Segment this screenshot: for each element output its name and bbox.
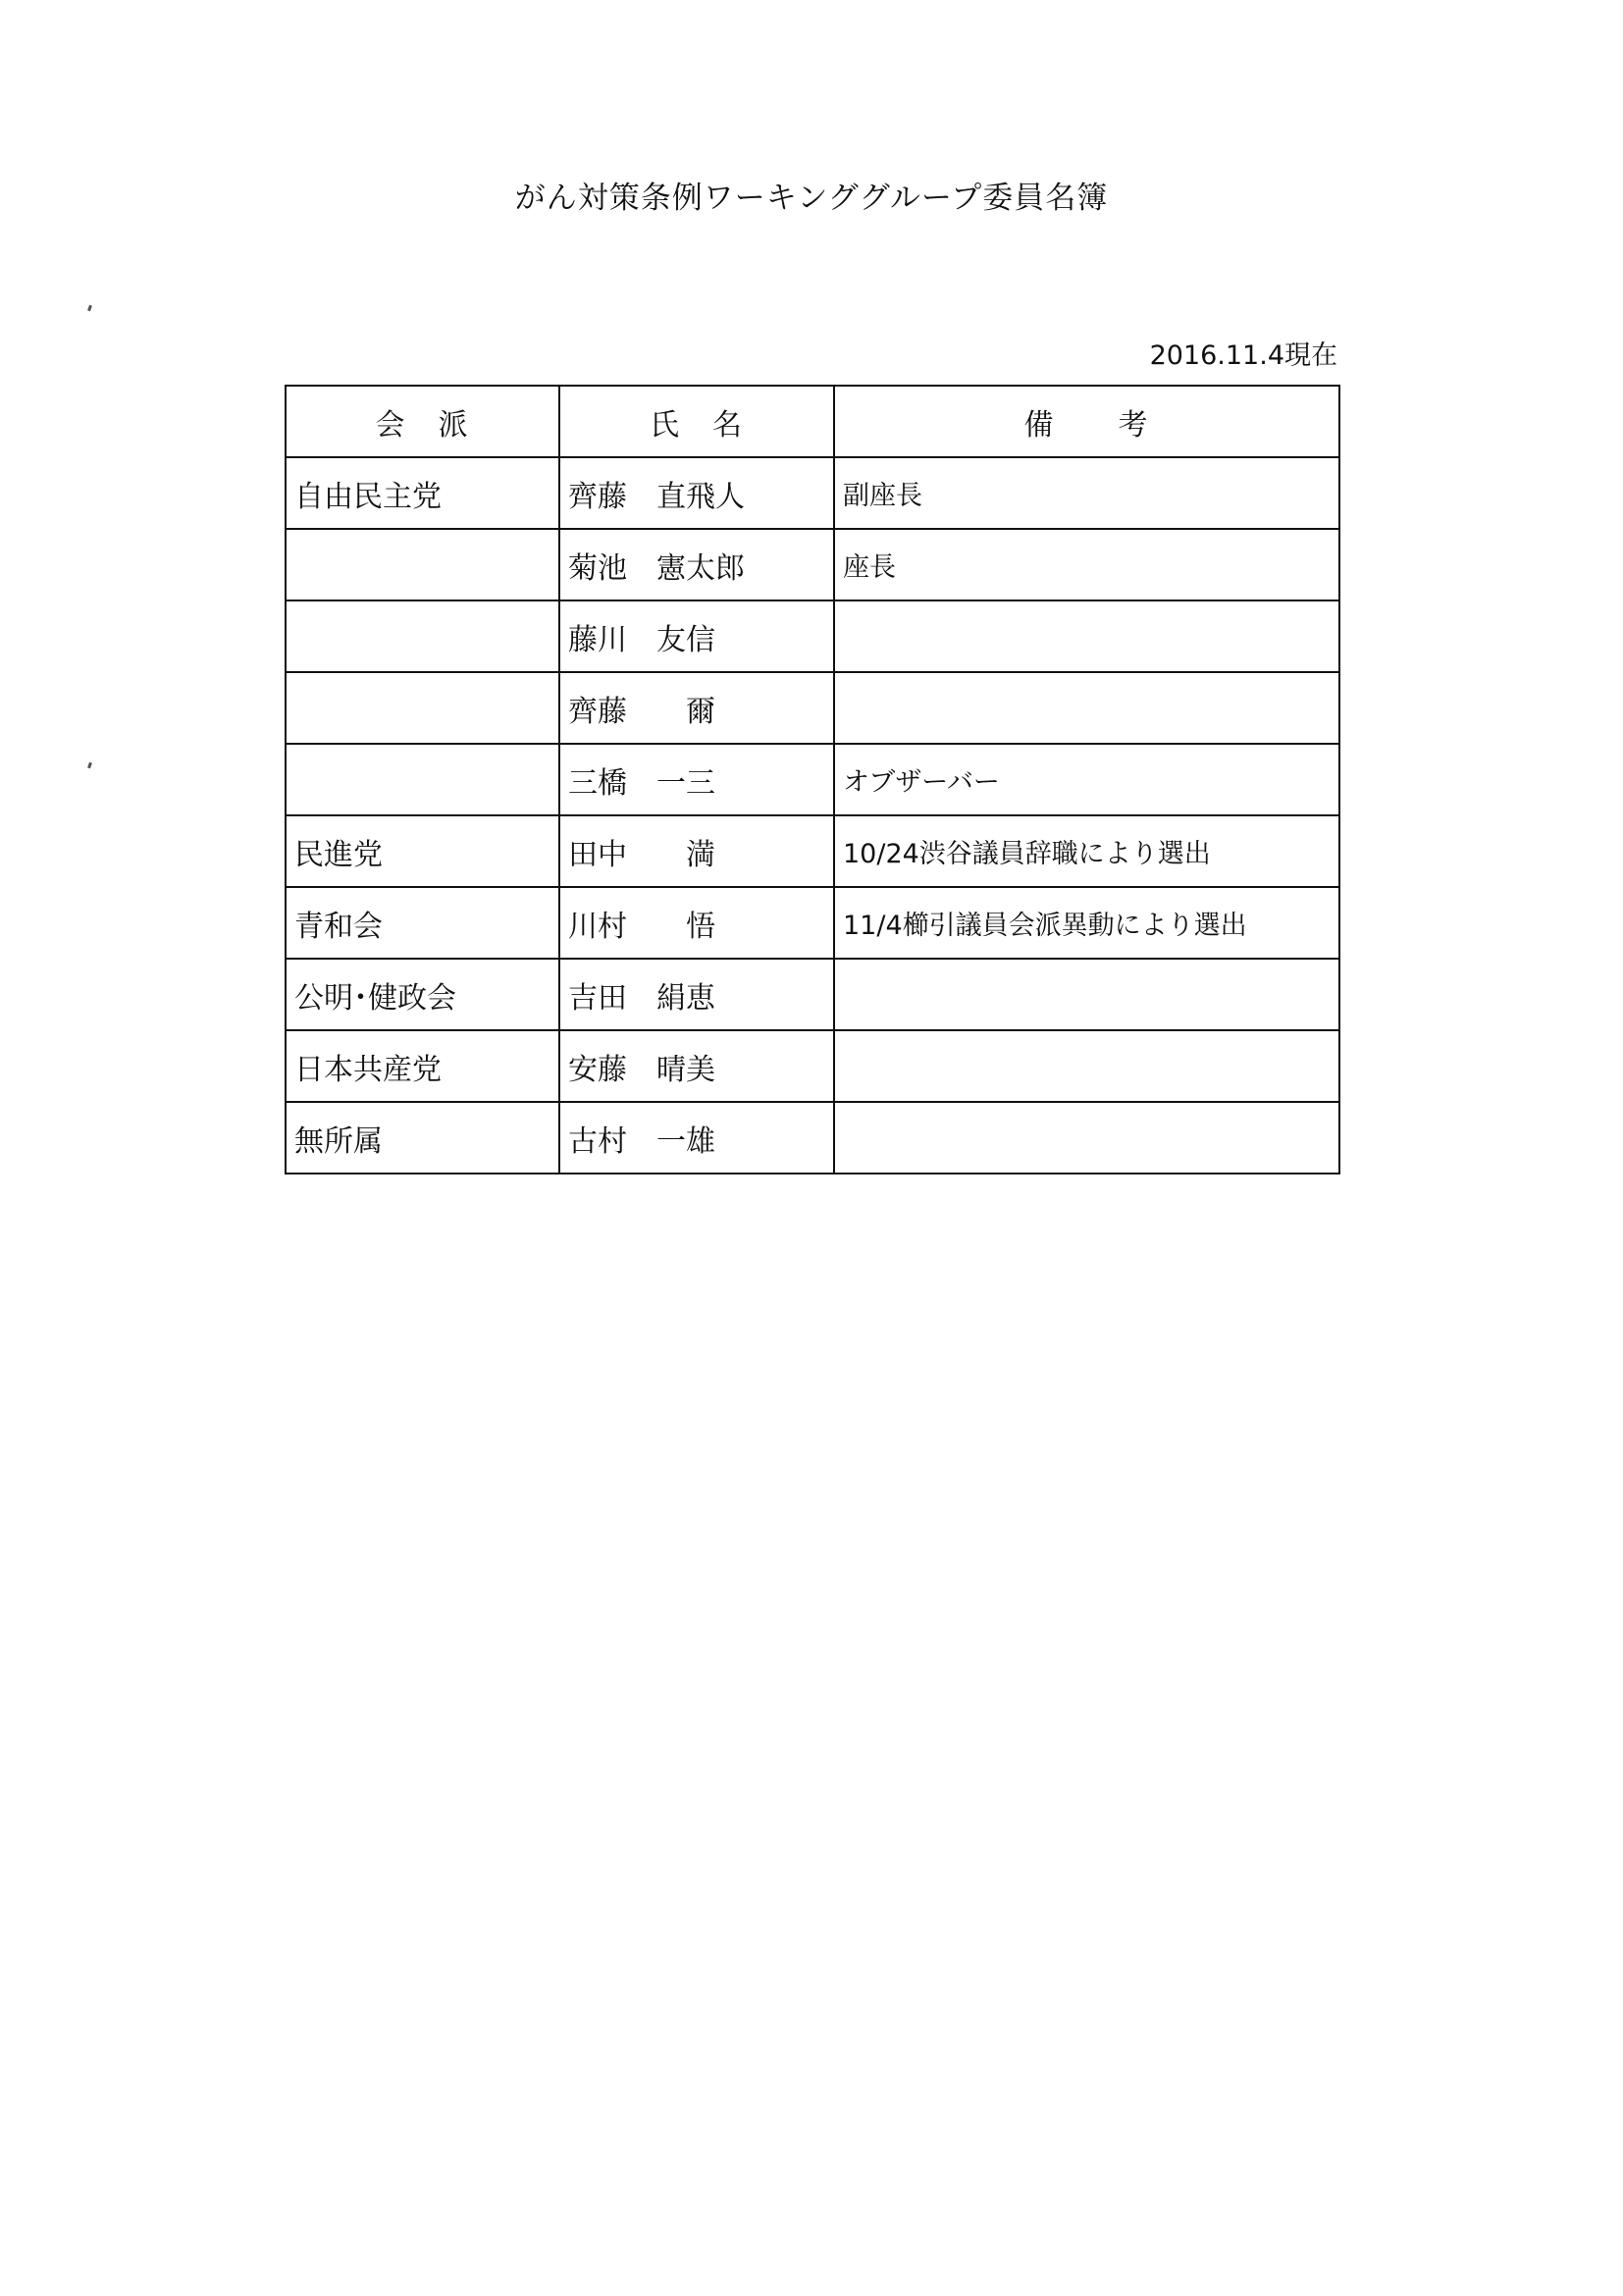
as-of-date: 2016.11.4現在 [1149, 340, 1337, 371]
faction-cell [286, 672, 559, 744]
faction-cell: 青和会 [286, 887, 559, 959]
faction-cell: 日本共産党 [286, 1030, 559, 1102]
header-faction: 会 派 [286, 386, 559, 457]
note-cell: 11/4櫛引議員会派異動により選出 [834, 887, 1339, 959]
header-name: 氏 名 [559, 386, 834, 457]
member-roster-table [285, 385, 1340, 1174]
faction-cell: 自由民主党 [286, 457, 559, 529]
header-note: 備 考 [834, 386, 1339, 457]
faction-cell [286, 529, 559, 600]
table-row [286, 887, 1339, 959]
name-cell: 藤川 友信 [559, 600, 834, 672]
note-cell [834, 959, 1339, 1030]
scan-speck [87, 305, 92, 312]
table-row [286, 457, 1339, 529]
faction-cell: 公明･健政会 [286, 959, 559, 1030]
table-row [286, 672, 1339, 744]
note-cell: 座長 [834, 529, 1339, 600]
name-cell: 齊藤 爾 [559, 672, 834, 744]
note-cell: 副座長 [834, 457, 1339, 529]
note-cell [834, 1030, 1339, 1102]
scan-speck [87, 762, 92, 769]
name-cell: 菊池 憲太郎 [559, 529, 834, 600]
name-cell: 田中 満 [559, 815, 834, 887]
table-row [286, 600, 1339, 672]
table-row [286, 1030, 1339, 1102]
name-cell: 安藤 晴美 [559, 1030, 834, 1102]
name-cell: 川村 悟 [559, 887, 834, 959]
note-cell [834, 600, 1339, 672]
name-cell: 三橋 一三 [559, 744, 834, 815]
table-header-row [286, 386, 1339, 457]
table-row [286, 1102, 1339, 1174]
faction-cell: 民進党 [286, 815, 559, 887]
table-row [286, 529, 1339, 600]
note-cell: オブザーバー [834, 744, 1339, 815]
note-cell [834, 1102, 1339, 1174]
faction-cell [286, 600, 559, 672]
name-cell: 吉田 絹恵 [559, 959, 834, 1030]
name-cell: 齊藤 直飛人 [559, 457, 834, 529]
note-cell: 10/24渋谷議員辞職により選出 [834, 815, 1339, 887]
table-row [286, 744, 1339, 815]
document-title: がん対策条例ワーキンググループ委員名簿 [514, 181, 1109, 216]
faction-cell [286, 744, 559, 815]
name-cell: 古村 一雄 [559, 1102, 834, 1174]
note-cell [834, 672, 1339, 744]
table-row [286, 959, 1339, 1030]
faction-cell: 無所属 [286, 1102, 559, 1174]
table-row [286, 815, 1339, 887]
